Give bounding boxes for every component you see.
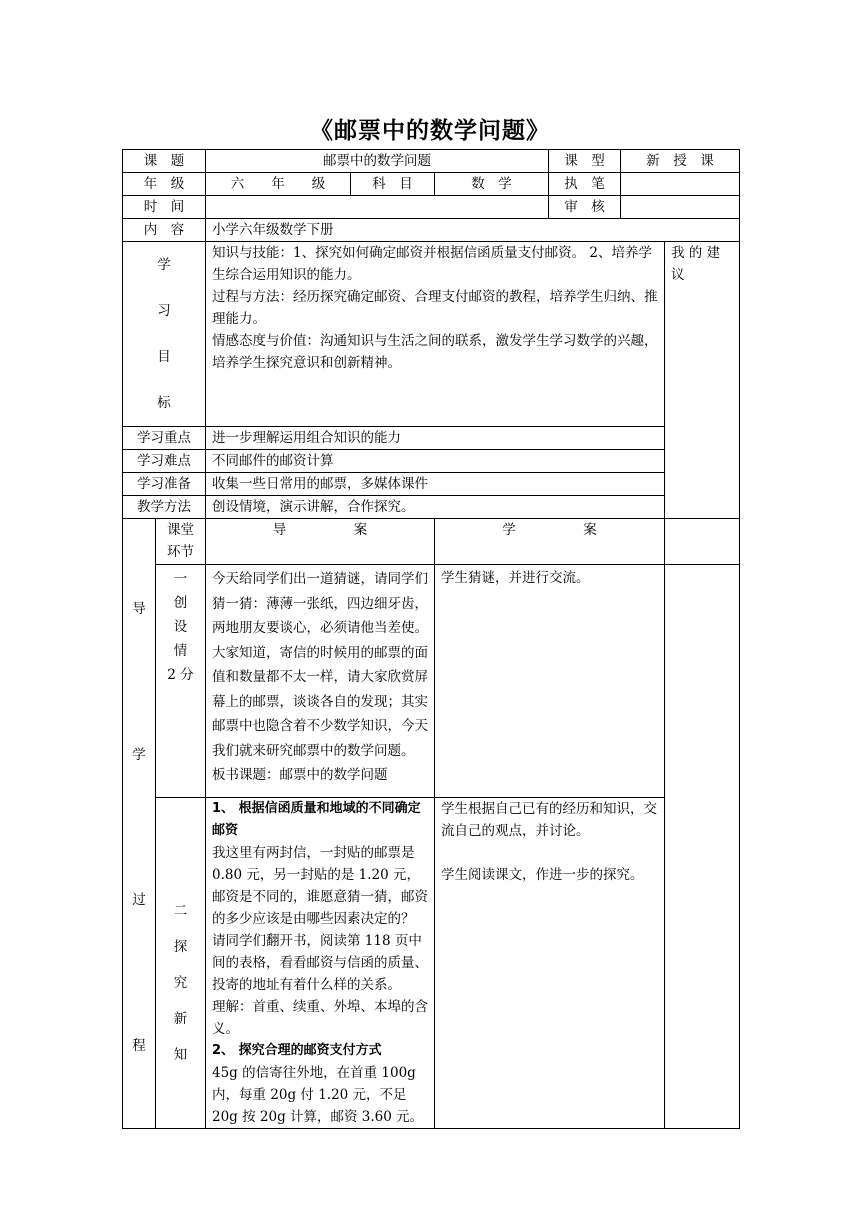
subject-value: 数 学 <box>435 173 549 196</box>
time-label: 时 间 <box>123 196 206 219</box>
focus-label: 学习重点 <box>123 427 206 450</box>
topic-label: 课 题 <box>123 150 206 173</box>
suggestion-column-cont <box>665 798 740 1129</box>
goal-knowledge: 知识与技能：1、探究如何确定邮资并根据信函质量支付邮资。 2、培养学生综合运用知识的能力。 <box>212 245 652 283</box>
content-label: 内 容 <box>123 219 206 242</box>
stage2-guide <box>206 798 435 1129</box>
process-side-label <box>123 519 156 1129</box>
content-value: 小学六年级数学下册 <box>206 219 740 242</box>
stage2-char: 新 <box>173 1011 188 1027</box>
grade-value: 六 年 级 <box>206 173 351 196</box>
goals-label <box>123 242 206 427</box>
stage2-guide-4: 45g 的信寄往外地，在首重 100g 内，每重 20g 付 1.20 元，不足 20g 按 20g 计算，邮资 3.60 元。 <box>212 1065 424 1125</box>
type-label: 课 型 <box>549 150 621 173</box>
stage1-char: 情 <box>173 643 188 659</box>
stage1-guide <box>206 565 435 798</box>
suggestion-column <box>665 242 740 519</box>
goal-process: 过程与方法：经历探究确定邮资、合理支付邮资的教程，培养学生归纳、推理能力。 <box>212 289 658 327</box>
col-study-header: 学 案 <box>435 519 665 565</box>
suggestion-column-cont <box>665 565 740 798</box>
focus-value: 进一步理解运用组合知识的能力 <box>206 427 665 450</box>
stage2-study-1: 学生根据自己已有的经历和知识，交流自己的观点，并讨论。 <box>441 801 657 839</box>
method-label: 教学方法 <box>123 496 206 519</box>
type-value: 新 授 课 <box>621 150 740 173</box>
stage2-char: 探 <box>173 939 188 955</box>
process-side-char: 导 <box>132 601 146 618</box>
goals-content <box>206 242 665 427</box>
goal-attitude: 情感态度与价值：沟通知识与生活之间的联系，激发学生学习数学的兴趣，培养学生探究意识和创新精神。 <box>212 333 658 371</box>
stage1-study-text: 学生猜谜，并进行交流。 <box>441 570 590 586</box>
stage1-char: 2 分 <box>167 667 194 683</box>
difficulty-label: 学习难点 <box>123 450 206 473</box>
document-title: 《邮票中的数学问题》 <box>310 118 550 144</box>
process-side-char: 程 <box>132 1037 146 1054</box>
stage2-label <box>156 798 206 1129</box>
preparation-label: 学习准备 <box>123 473 206 496</box>
stage1-guide-riddle: 今天给同学们出一道猜谜，请同学们猜一猜：薄薄一张纸，四边细牙齿，两地朋友要谈心，必须请他当差使。 <box>212 571 428 636</box>
stage2-guide-2: 请同学们翻开书，阅读第 118 页中间的表格，看看邮资与信函的质量、投寄的地址有着什么样的关系。 <box>212 933 428 993</box>
stage2-char: 知 <box>173 1047 188 1063</box>
method-value: 创设情境，演示讲解，合作探究。 <box>206 496 665 519</box>
suggestion-column-cont <box>665 519 740 565</box>
lesson-plan-table <box>122 149 740 1129</box>
stage2-guide-3: 理解：首重、续重、外埠、本埠的含义。 <box>212 999 428 1037</box>
stage1-label <box>156 565 206 798</box>
stage1-study <box>435 565 665 798</box>
suggestion-label: 我 的 建议 <box>671 245 721 283</box>
time-value <box>206 196 549 219</box>
writer-value <box>621 173 740 196</box>
stage2-heading-2: 2、 探究合理的邮资支付方式 <box>212 1043 382 1058</box>
stage1-char: 设 <box>173 619 188 635</box>
goals-label-char: 标 <box>157 395 171 411</box>
stage2-heading-1: 1、 根据信函质量和地域的不同确定邮资 <box>212 801 421 838</box>
goals-label-char: 学 <box>157 257 171 273</box>
review-label: 审 核 <box>549 196 621 219</box>
stage2-char: 究 <box>173 975 188 991</box>
stage1-guide-intro: 大家知道，寄信的时候用的邮票的面值和数量都不太一样，请大家欣赏屏幕上的邮票，谈谈各自的发现；其实邮票中也隐含着不少数学知识，今天我们就来研究邮票中的数学问题。 <box>212 644 428 759</box>
grade-label: 年 级 <box>123 173 206 196</box>
col-stage-header: 课堂环节 <box>156 519 206 565</box>
preparation-value: 收集一些日常用的邮票，多媒体课件 <box>206 473 665 496</box>
difficulty-value: 不同邮件的邮资计算 <box>206 450 665 473</box>
goals-label-char: 目 <box>157 349 171 365</box>
stage2-study-2: 学生阅读课文，作进一步的探究。 <box>441 867 644 883</box>
stage2-guide-1: 我这里有两封信，一封贴的邮票是 0.80 元，另一封贴的是 1.20 元，邮资是不同的，谁愿意猜一猜，邮资的多少应该是由哪些因素决定的？ <box>212 845 428 927</box>
process-side-char: 过 <box>132 892 146 909</box>
review-value <box>621 196 740 219</box>
goals-label-char: 习 <box>157 303 171 319</box>
stage2-char: 二 <box>173 903 188 919</box>
subject-label: 科 目 <box>351 173 435 196</box>
stage1-char: 创 <box>173 595 188 611</box>
topic-value: 邮票中的数学问题 <box>206 150 549 173</box>
col-guide-header: 导 案 <box>206 519 435 565</box>
stage2-study <box>435 798 665 1129</box>
process-side-char: 学 <box>132 746 146 763</box>
writer-label: 执 笔 <box>549 173 621 196</box>
stage1-guide-board: 板书课题：邮票中的数学问题 <box>212 767 388 783</box>
stage1-char: 一 <box>173 571 188 587</box>
